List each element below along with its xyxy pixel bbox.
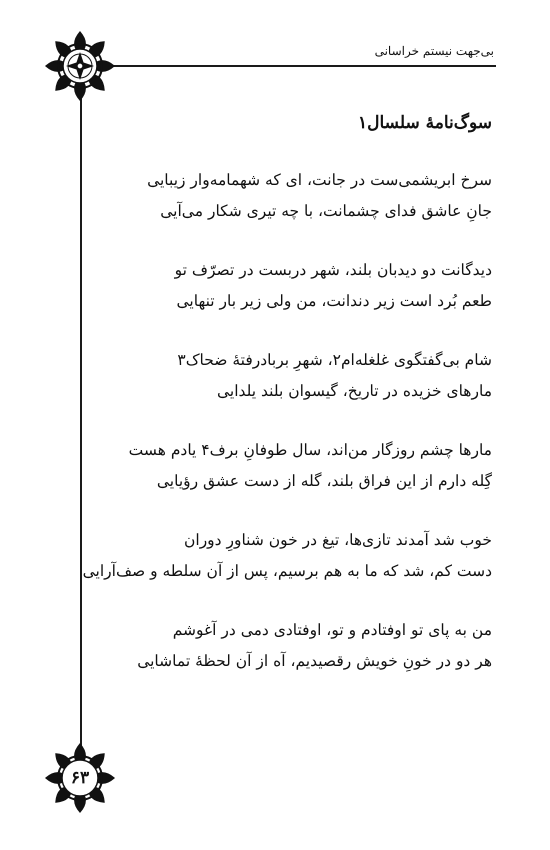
bottom-ornament-icon [44, 742, 116, 814]
verse-line: دست کم، شد که ما به هم برسیم، پس از آن سلطه و صف‌آرایی [82, 562, 492, 580]
top-ornament-icon [44, 30, 116, 102]
verse-line: هر دو در خونِ خویش رقصیدیم، آه از آن لحظۀ تماشایی [137, 652, 492, 670]
verse-line: گِله دارم از این فراق بلند، گله از دست عشق رؤیایی [156, 472, 492, 490]
verse-line: مارهای خزیده در تاریخ، گیسوان بلند یلدایی [217, 382, 492, 400]
verse-line: دیدگانت دو دیدبان بلند، شهر دربست در تصرّف تو [174, 261, 492, 279]
stanza [82, 255, 492, 317]
stanza [82, 615, 492, 677]
verse-line: طعم بُرد است زیر دندانت، من ولی زیر بار تنهایی [176, 292, 492, 310]
verse-line: سرخ ابریشمی‌ست در جانت، ای که شهمامه‌وار زیبایی [147, 171, 492, 189]
verse-line: مارها چشم روزگار من‌اند، سال طوفانِ برف۴ یادم هست [128, 441, 492, 459]
poem-body [82, 113, 492, 705]
running-header: بی‌جهت نیستم خراسانی [374, 44, 494, 58]
stanza [82, 165, 492, 227]
stanza [82, 525, 492, 587]
poem-title: سوگ‌نامۀ سلسال۱ [357, 113, 492, 133]
stanza [82, 345, 492, 407]
verse-line: خوب شد آمدند تازی‌ها، تیغ در خون شناورِ دوران [184, 531, 492, 549]
verse-line: من به پای تو اوفتادم و تو، اوفتادی دمی در آغوشم [172, 621, 492, 639]
page-number: ۶۳ [70, 768, 90, 788]
header-rule [104, 65, 496, 67]
stanza [82, 435, 492, 497]
verse-line: شام بی‌گفتگوی غلغله‌ام۲، شهرِ بربادرفتۀ ضحاک۳ [177, 351, 492, 369]
verse-line: جانِ عاشق فدای چشمانت، با چه تیری شکار می‌آیی [160, 202, 492, 220]
